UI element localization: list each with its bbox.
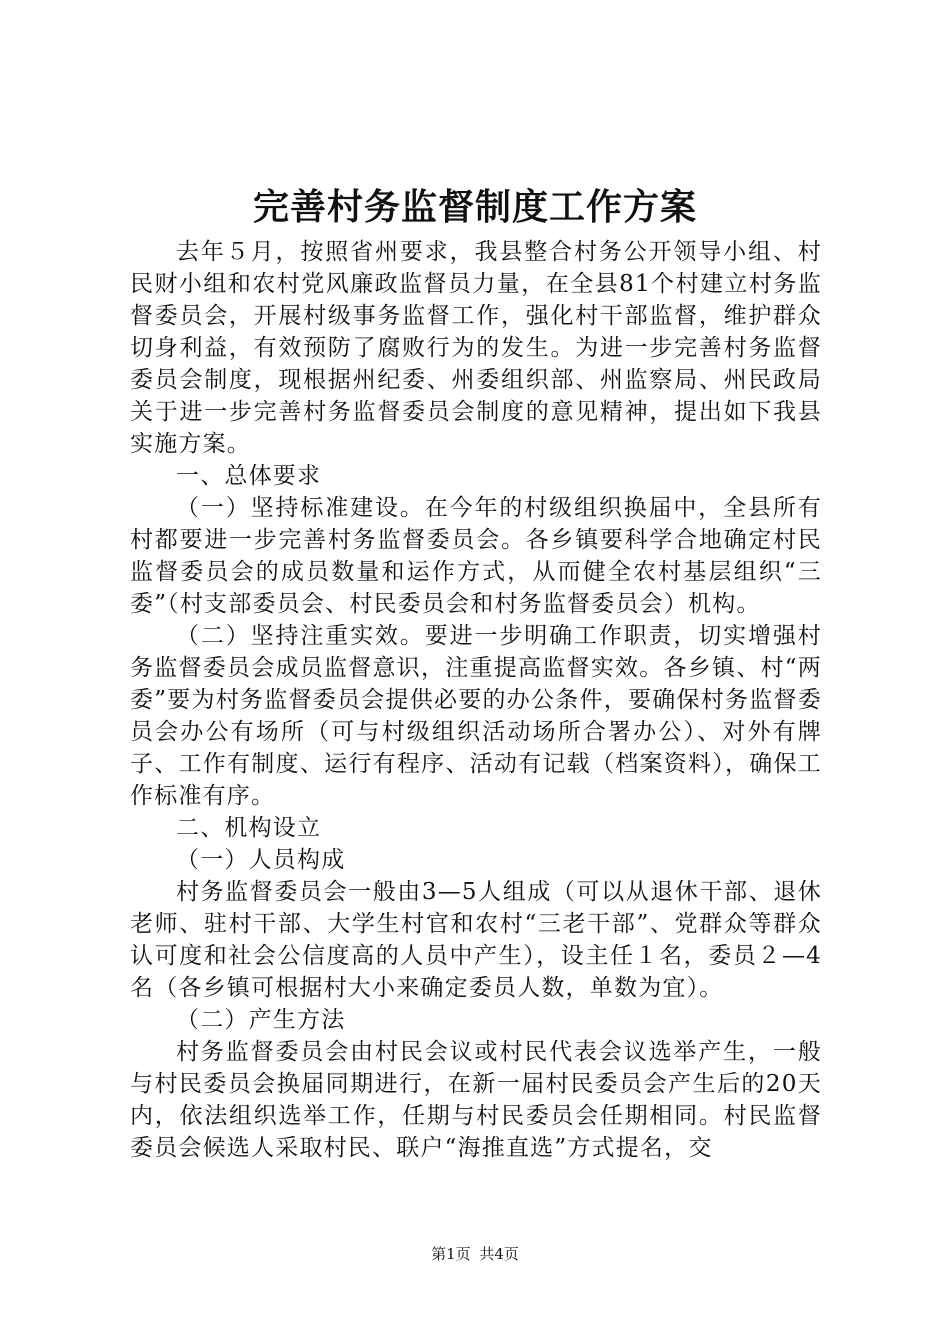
page-number: 第1页 <box>431 1245 471 1263</box>
paragraph-personnel: 村务监督委员会一般由3—5人组成（可以从退休干部、退休老师、驻村干部、大学生村官和农村“三老干部”、党群众等群众认可度和社会公信度高的人员中产生），设主任１名，委员２—4名（各乡镇可根据村大小来确定委员人数，单数为宜）。 <box>130 879 822 1001</box>
section-heading-general-requirements: 一、总体要求 <box>176 463 322 489</box>
page-total: 共4页 <box>479 1245 519 1263</box>
document-title: 完善村务监督制度工作方案 <box>252 186 697 228</box>
paragraph-effectiveness: （二）坚持注重实效。要进一步明确工作职责，切实增强村务监督委员会成员监督意识，注重提高监督实效。各乡镇、村“两委”要为村务监督委员会提供必要的办公条件，要确保村务监督委员会办公有场所（可与村级组织活动场所合署办公）、对外有牌子、工作有制度、运行有程序、活动有记载（档案资料），确保工作标准有序。 <box>130 623 822 809</box>
document-body <box>130 236 822 1164</box>
paragraph-standard-construction: （一）坚持标准建设。在今年的村级组织换届中，全县所有村都要进一步完善村务监督委员会。各乡镇要科学合地确定村民监督委员会的成员数量和运作方式，从而健全农村基层组织“三委”（村支部委员会、村民委员会和村务监督委员会）机构。 <box>130 495 822 617</box>
subheading-personnel: （一）人员构成 <box>176 847 346 873</box>
paragraph-election-method: 村务监督委员会由村民会议或村民代表会议选举产生，一般与村民委员会换届同期进行，在新一届村民委员会产生后的20天内，依法组织选举工作，任期与村民委员会任期相同。村民监督委员会候选人采取村民、联户“海推直选”方式提名，交 <box>130 1039 822 1161</box>
page-footer <box>0 1244 950 1264</box>
section-heading-organization: 二、机构设立 <box>176 815 322 841</box>
paragraph-intro: 去年５月，按照省州要求，我县整合村务公开领导小组、村民财小组和农村党风廉政监督员力量，在全县81个村建立村务监督委员会，开展村级事务监督工作，强化村干部监督，维护群众切身利益，有效预防了腐败行为的发生。为进一步完善村务监督委员会制度，现根据州纪委、州委组织部、州监察局、州民政局关于进一步完善村务监督委员会制度的意见精神，提出如下我县实施方案。 <box>130 239 822 457</box>
subheading-election-method: （二）产生方法 <box>176 1007 346 1033</box>
